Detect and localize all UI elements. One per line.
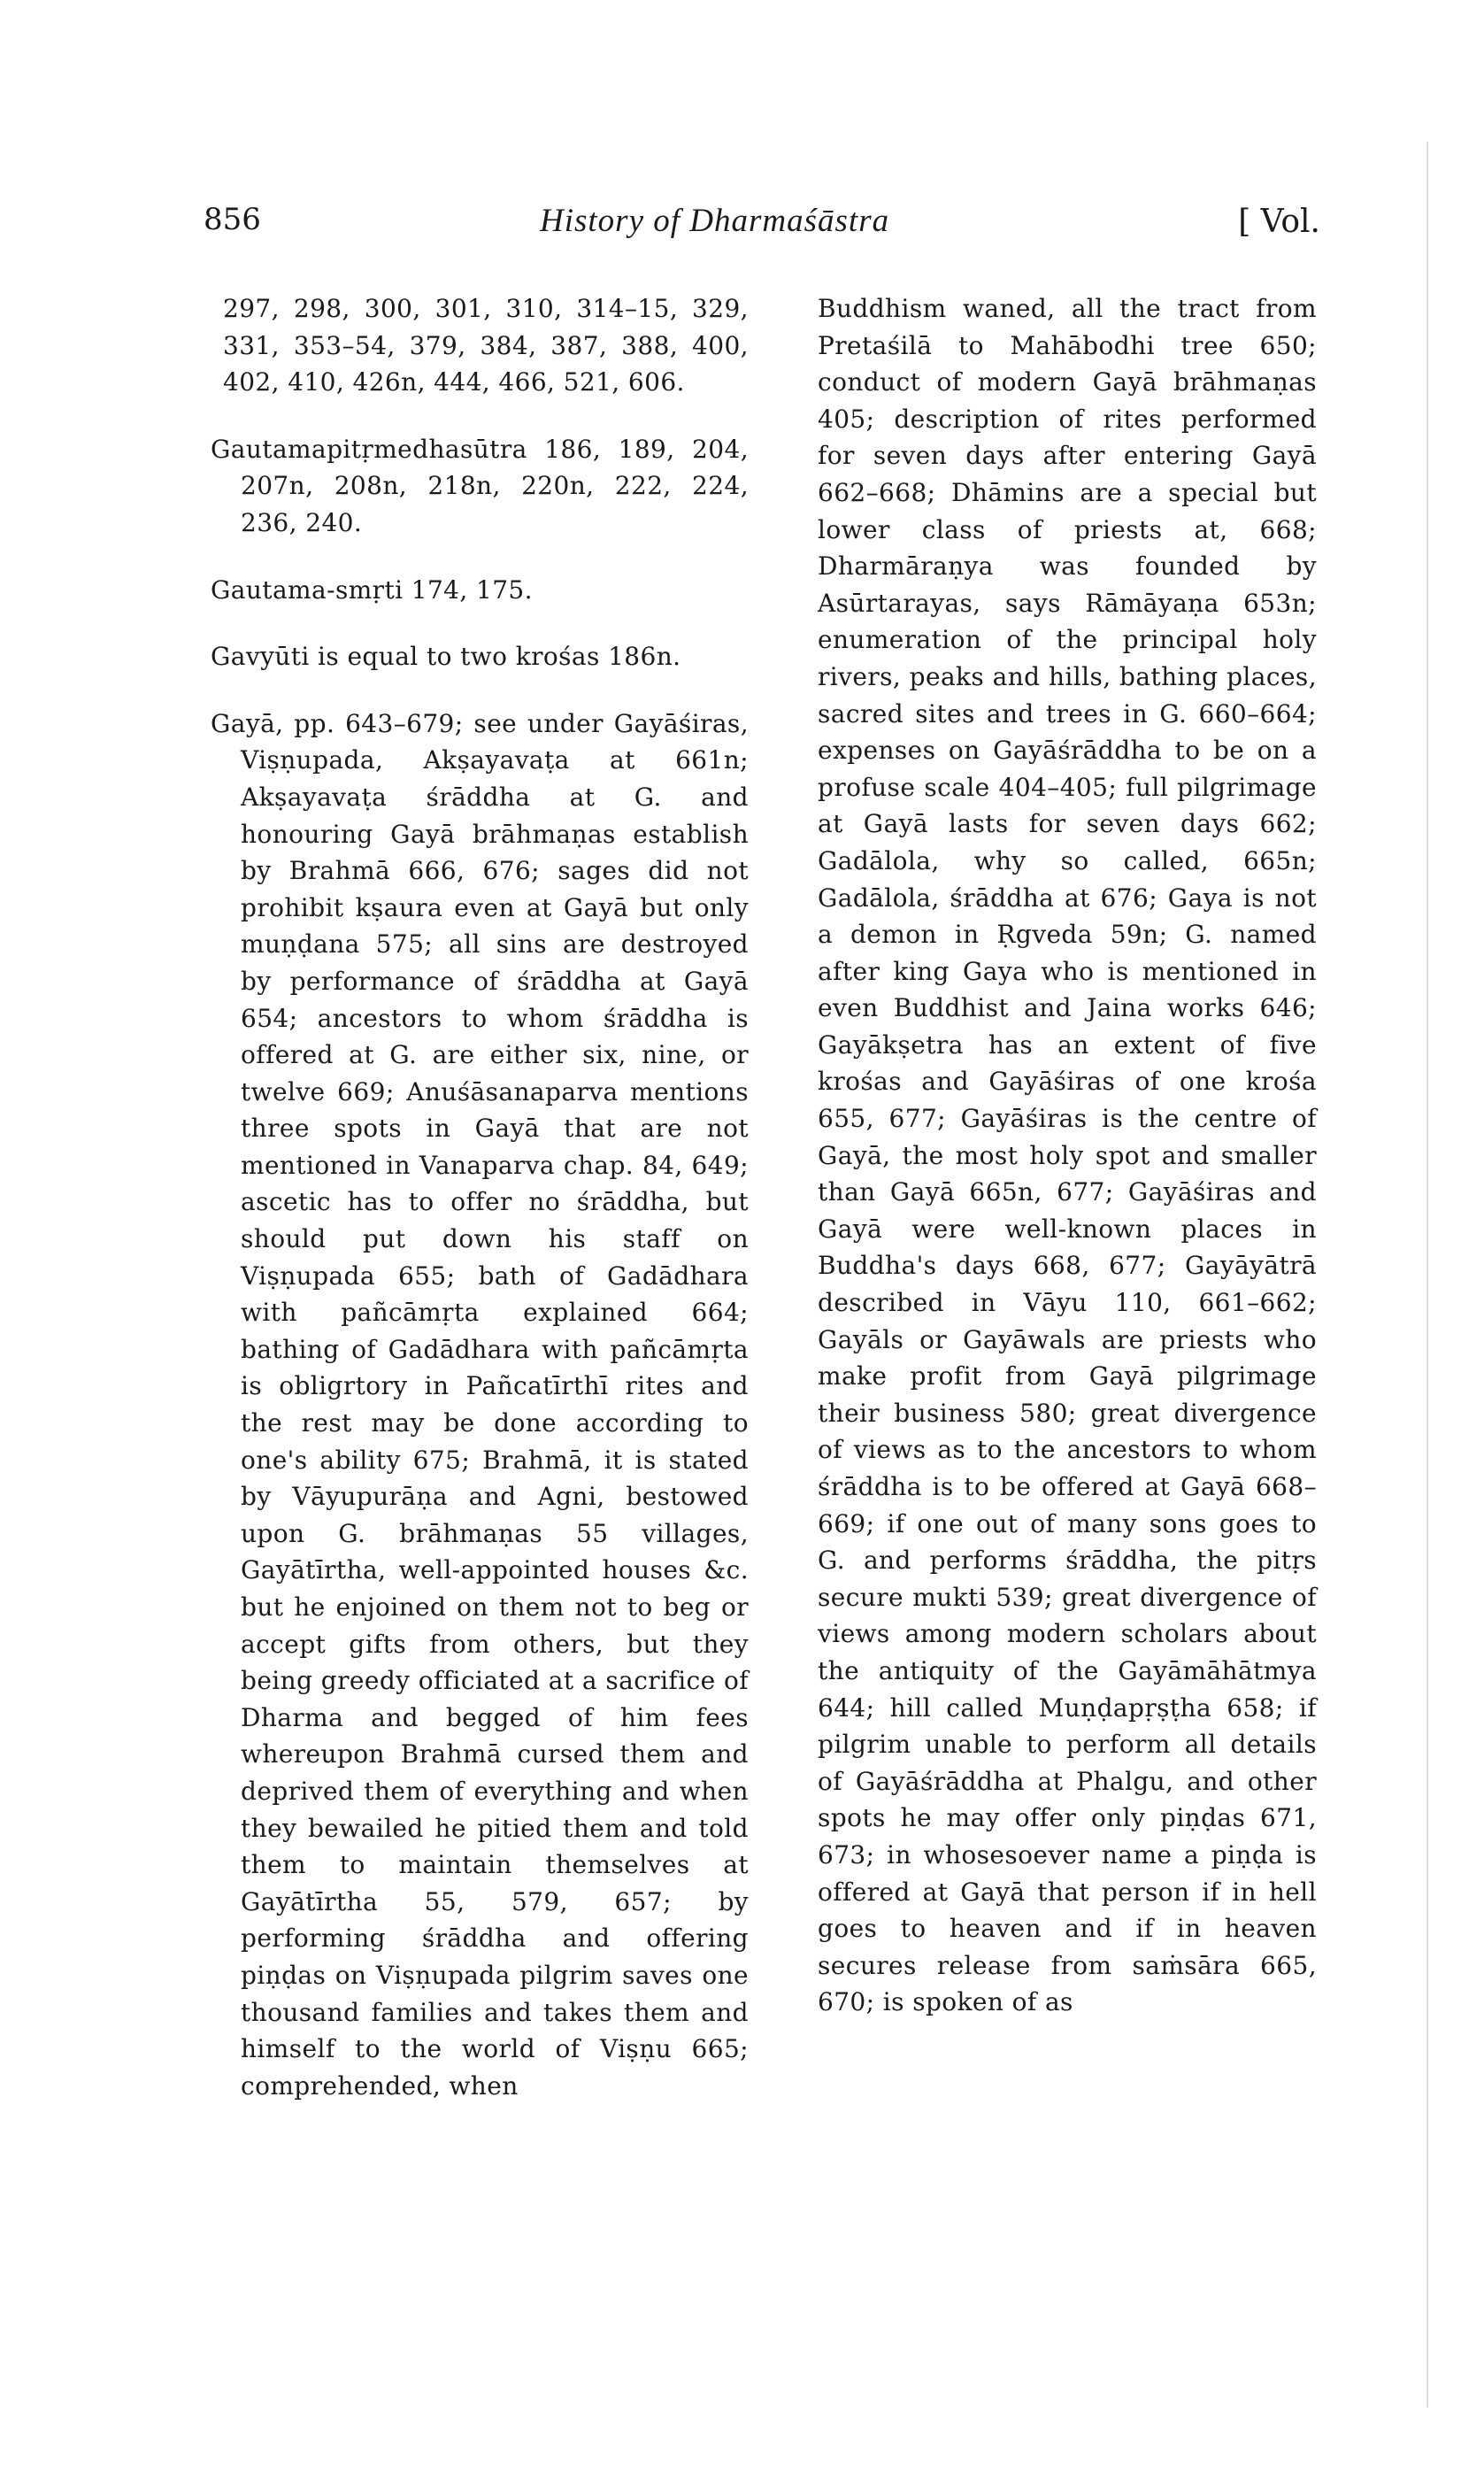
running-title: History of Dharmaśāstra — [540, 203, 890, 239]
index-entry: 297, 298, 300, 301, 310, 314–15, 329, 331, 353–54, 379, 384, 387, 388, 400, 402, 410, 426n, 444, 466, 521, 606. — [223, 294, 749, 397]
volume-label: [ Vol. — [1238, 204, 1320, 240]
index-entry-continued: Buddhism waned, all the tract from Pretaśilā to Mahābodhi tree 650; conduct of modern Gayā brāhmaṇas 405; description of rites performed for seven days after entering Gayā 662–668; Dhāmins are a special but lower class of priests at, 668; Dharmāraṇya was founded by Asūrtarayas, says Rāmāyaṇa 653n; enumeration of the principal holy rivers, peaks and hills, bathing places, sacred sites and trees in G. 660–664; expenses on Gayāśrāddha to be on a profuse scale 404–405; full pilgrimage at Gayā lasts for seven days 662; Gadālola, why so called, 665n; Gadālola, śrāddha at 676; Gaya is not a demon in Ṛgveda 59n; G. named after king Gaya who is mentioned in even Buddhist and Jaina works 646; Gayākṣetra has an extent of five krośas and Gayāśiras of one krośa 655, 677; Gayāśiras is the centre of Gayā, the most holy spot and smaller than Gayā 665n, 677; Gayāśiras and Gayā were well-known places in Buddha's days 668, 677; Gayāyātrā described in Vāyu 110, 661–662; Gayāls or Gayāwals are priests who make profit from Gayā pilgrimage their business 580; great divergence of views as to the ancestors to whom śrāddha is to be offered at Gayā 668–669; if one out of many sons goes to G. and performs śrāddha, the pitṛs secure mukti 539; great divergence of views among modern scholars about the antiquity of the Gayāmāhātmya 644; hill called Muṇḍapṛṣṭha 658; if pilgrim unable to perform all details of Gayāśrāddha at Phalgu, and other spots he may offer only piṇḍas 671, 673; in whosesoever name a piṇḍa is offered at Gayā that person if in hell goes to heaven and if in heaven secures release from saṁsāra 665, 670; is spoken of as — [818, 294, 1317, 2017]
index-entry: Gavyūti is equal to two krośas 186n. — [211, 642, 681, 672]
page-header — [204, 202, 1320, 255]
index-entry: Gayā, pp. 643–679; see under Gayāśiras, Viṣṇupada, Akṣayavaṭa at 661n; Akṣayavaṭa śrāddha at G. and honouring Gayā brāhmaṇas establish by Brahmā 666, 676; sages did not prohibit kṣaura even at Gayā but only muṇḍana 575; all sins are destroyed by performance of śrāddha at Gayā 654; ancestors to whom śrāddha is offered at G. are either six, nine, or twelve 669; Anuśāsanaparva mentions three spots in Gayā that are not mentioned in Vanaparva chap. 84, 649; ascetic has to offer no śrāddha, but should put down his staff on Viṣṇupada 655; bath of Gadādhara with pañcāmṛta explained 664; bathing of Gadādhara with pañcāmṛta is obligrtory in Pañcatīrthī rites and the rest may be done according to one's ability 675; Brahmā, it is stated by Vāyupurāṇa and Agni, bestowed upon G. brāhmaṇas 55 villages, Gayātīrtha, well-appointed houses &c. but he enjoined on them not to beg or accept gifts from others, but they being greedy officiated at a sacrifice of Dharma and begged of him fees whereupon Brahmā cursed them and deprived them of everything and when they bewailed he pitied them and told them to maintain themselves at Gayātīrtha 55, 579, 657; by performing śrāddha and offering piṇḍas on Viṣṇupada pilgrim saves one thousand families and takes them and himself to the world of Viṣṇu 665; comprehended, when — [211, 708, 749, 2101]
page-edge-line — [1426, 142, 1428, 2408]
page-number: 856 — [204, 202, 261, 237]
index-entry: Gautamapitṛmedhasūtra 186, 189, 204, 207n, 208n, 218n, 220n, 222, 224, 236, 240. — [211, 434, 749, 537]
right-column — [818, 290, 1317, 2051]
index-entry: Gautama-smṛti 174, 175. — [211, 574, 533, 605]
left-column — [211, 290, 749, 2134]
